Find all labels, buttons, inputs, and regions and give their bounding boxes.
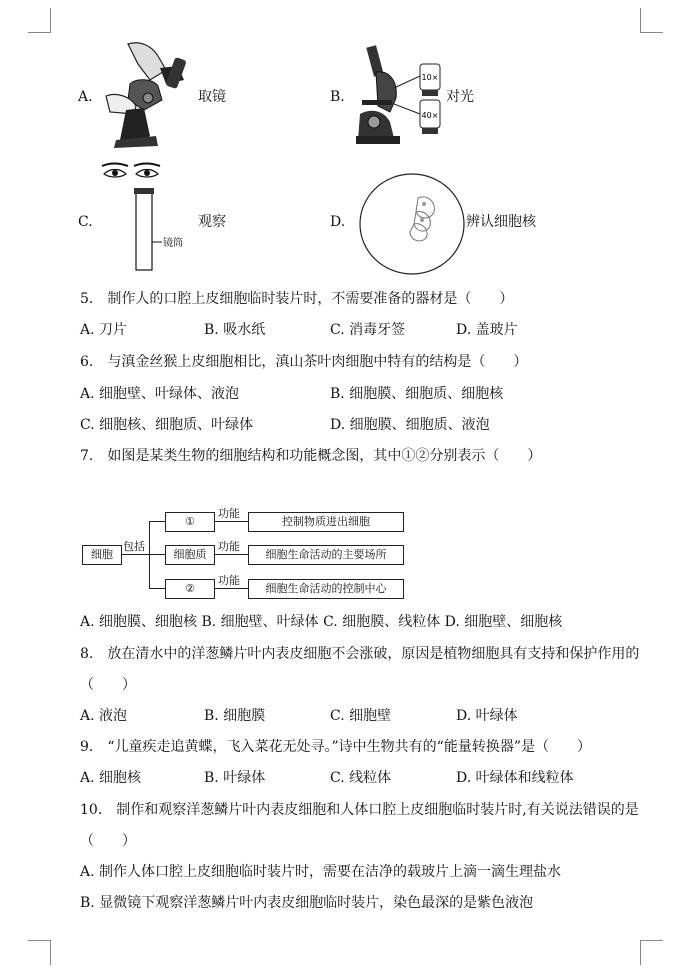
microscope-objective-image bbox=[350, 42, 446, 146]
connector-branch-3 bbox=[149, 588, 165, 589]
arrow-3 bbox=[214, 588, 248, 589]
q6-option-c: C. 细胞核、细胞质、叶绿体 bbox=[80, 417, 254, 433]
figure-c-caption: 观察 bbox=[198, 214, 226, 230]
func-label-3: 功能 bbox=[218, 574, 240, 587]
figure-b-letter: B. bbox=[330, 89, 345, 105]
concept-root: 细胞 bbox=[82, 545, 122, 565]
figure-b-caption: 对光 bbox=[446, 89, 474, 105]
function-box-2: 细胞生命活动的主要场所 bbox=[248, 545, 404, 565]
tube-label: 镜筒 bbox=[163, 238, 183, 249]
func-label-1: 功能 bbox=[218, 507, 240, 520]
crop-mark-top-right bbox=[640, 8, 663, 33]
concept-part-2: 细胞质 bbox=[165, 545, 215, 565]
q8-option-d: D. 叶绿体 bbox=[456, 708, 518, 724]
q9-option-a: A. 细胞核 bbox=[80, 770, 142, 786]
crop-mark-bottom-right bbox=[640, 940, 663, 965]
q9-option-b: B. 叶绿体 bbox=[204, 770, 266, 786]
crop-mark-top-left bbox=[28, 8, 51, 33]
q9-option-d: D. 叶绿体和线粒体 bbox=[456, 770, 574, 786]
q8-option-a: A. 液泡 bbox=[80, 708, 128, 724]
q6-stem: 6. 与滇金丝猴上皮细胞相比，滇山茶叶肉细胞中特有的结构是（ ） bbox=[80, 354, 528, 370]
concept-part-1: ① bbox=[165, 512, 215, 532]
q8-stem: 8. 放在清水中的洋葱鳞片叶内表皮细胞不会涨破，原因是植物细胞具有支持和保护作用的 bbox=[80, 646, 640, 662]
func-label-2: 功能 bbox=[218, 540, 240, 553]
q6-option-d: D. 细胞膜、细胞质、液泡 bbox=[330, 417, 490, 433]
q6-option-b: B. 细胞膜、细胞质、细胞核 bbox=[330, 386, 504, 402]
link-label: 包括 bbox=[123, 540, 145, 553]
q9-stem: 9. “儿童疾走追黄蝶，飞入菜花无处寻。”诗中生物共有的“能量转换器”是（ ） bbox=[80, 739, 591, 755]
q5-option-d: D. 盖玻片 bbox=[456, 322, 518, 338]
figure-a-letter: A. bbox=[78, 89, 93, 105]
lens-label-40x: 40× bbox=[421, 111, 439, 120]
q10-stem: 10. 制作和观察洋葱鳞片叶内表皮细胞和人体口腔上皮细胞临时装片时,有关说法错误的是 bbox=[80, 802, 639, 818]
concept-part-3: ② bbox=[165, 579, 215, 599]
arrow-2 bbox=[214, 554, 248, 555]
eyes-tube-image bbox=[100, 162, 200, 274]
q8-option-c: C. 细胞壁 bbox=[330, 708, 392, 724]
function-box-3: 细胞生命活动的控制中心 bbox=[248, 579, 404, 599]
arrow-1 bbox=[214, 521, 248, 522]
q5-option-a: A. 刀片 bbox=[80, 322, 128, 338]
connector-root bbox=[121, 554, 149, 555]
microscope-carry-image bbox=[100, 40, 196, 150]
figure-c-letter: C. bbox=[78, 214, 93, 230]
figure-a-caption: 取镜 bbox=[198, 89, 226, 105]
q6-option-a: A. 细胞壁、叶绿体、液泡 bbox=[80, 386, 240, 402]
lens-label-10x: 10× bbox=[421, 73, 439, 82]
connector-branch-2 bbox=[149, 554, 165, 555]
microscope-field-image bbox=[358, 172, 468, 276]
q10-option-a: A. 制作人体口腔上皮细胞临时装片时，需要在洁净的载玻片上滴一滴生理盐水 bbox=[80, 864, 562, 880]
connector-branch-1 bbox=[149, 521, 165, 522]
figure-d-caption: 辨认细胞核 bbox=[466, 214, 536, 230]
q8-stem-bracket: （ ） bbox=[80, 677, 136, 693]
q5-option-c: C. 消毒牙签 bbox=[330, 322, 406, 338]
q10-stem-bracket: （ ） bbox=[80, 833, 136, 849]
q8-option-b: B. 细胞膜 bbox=[204, 708, 266, 724]
function-box-1: 控制物质进出细胞 bbox=[248, 512, 404, 532]
figure-d-letter: D. bbox=[330, 214, 346, 230]
q5-stem: 5. 制作人的口腔上皮细胞临时装片时，不需要准备的器材是（ ） bbox=[80, 291, 514, 307]
q7-options: A. 细胞膜、细胞核 B. 细胞壁、叶绿体 C. 细胞膜、线粒体 D. 细胞壁、细胞核 bbox=[80, 614, 563, 630]
crop-mark-bottom-left bbox=[28, 940, 51, 965]
q9-option-c: C. 线粒体 bbox=[330, 770, 392, 786]
q5-option-b: B. 吸水纸 bbox=[204, 322, 266, 338]
q10-option-b: B. 显微镜下观察洋葱鳞片叶内表皮细胞临时装片，染色最深的是紫色液泡 bbox=[80, 895, 534, 911]
q7-stem: 7. 如图是某类生物的细胞结构和功能概念图，其中①②分别表示（ ） bbox=[80, 448, 542, 464]
